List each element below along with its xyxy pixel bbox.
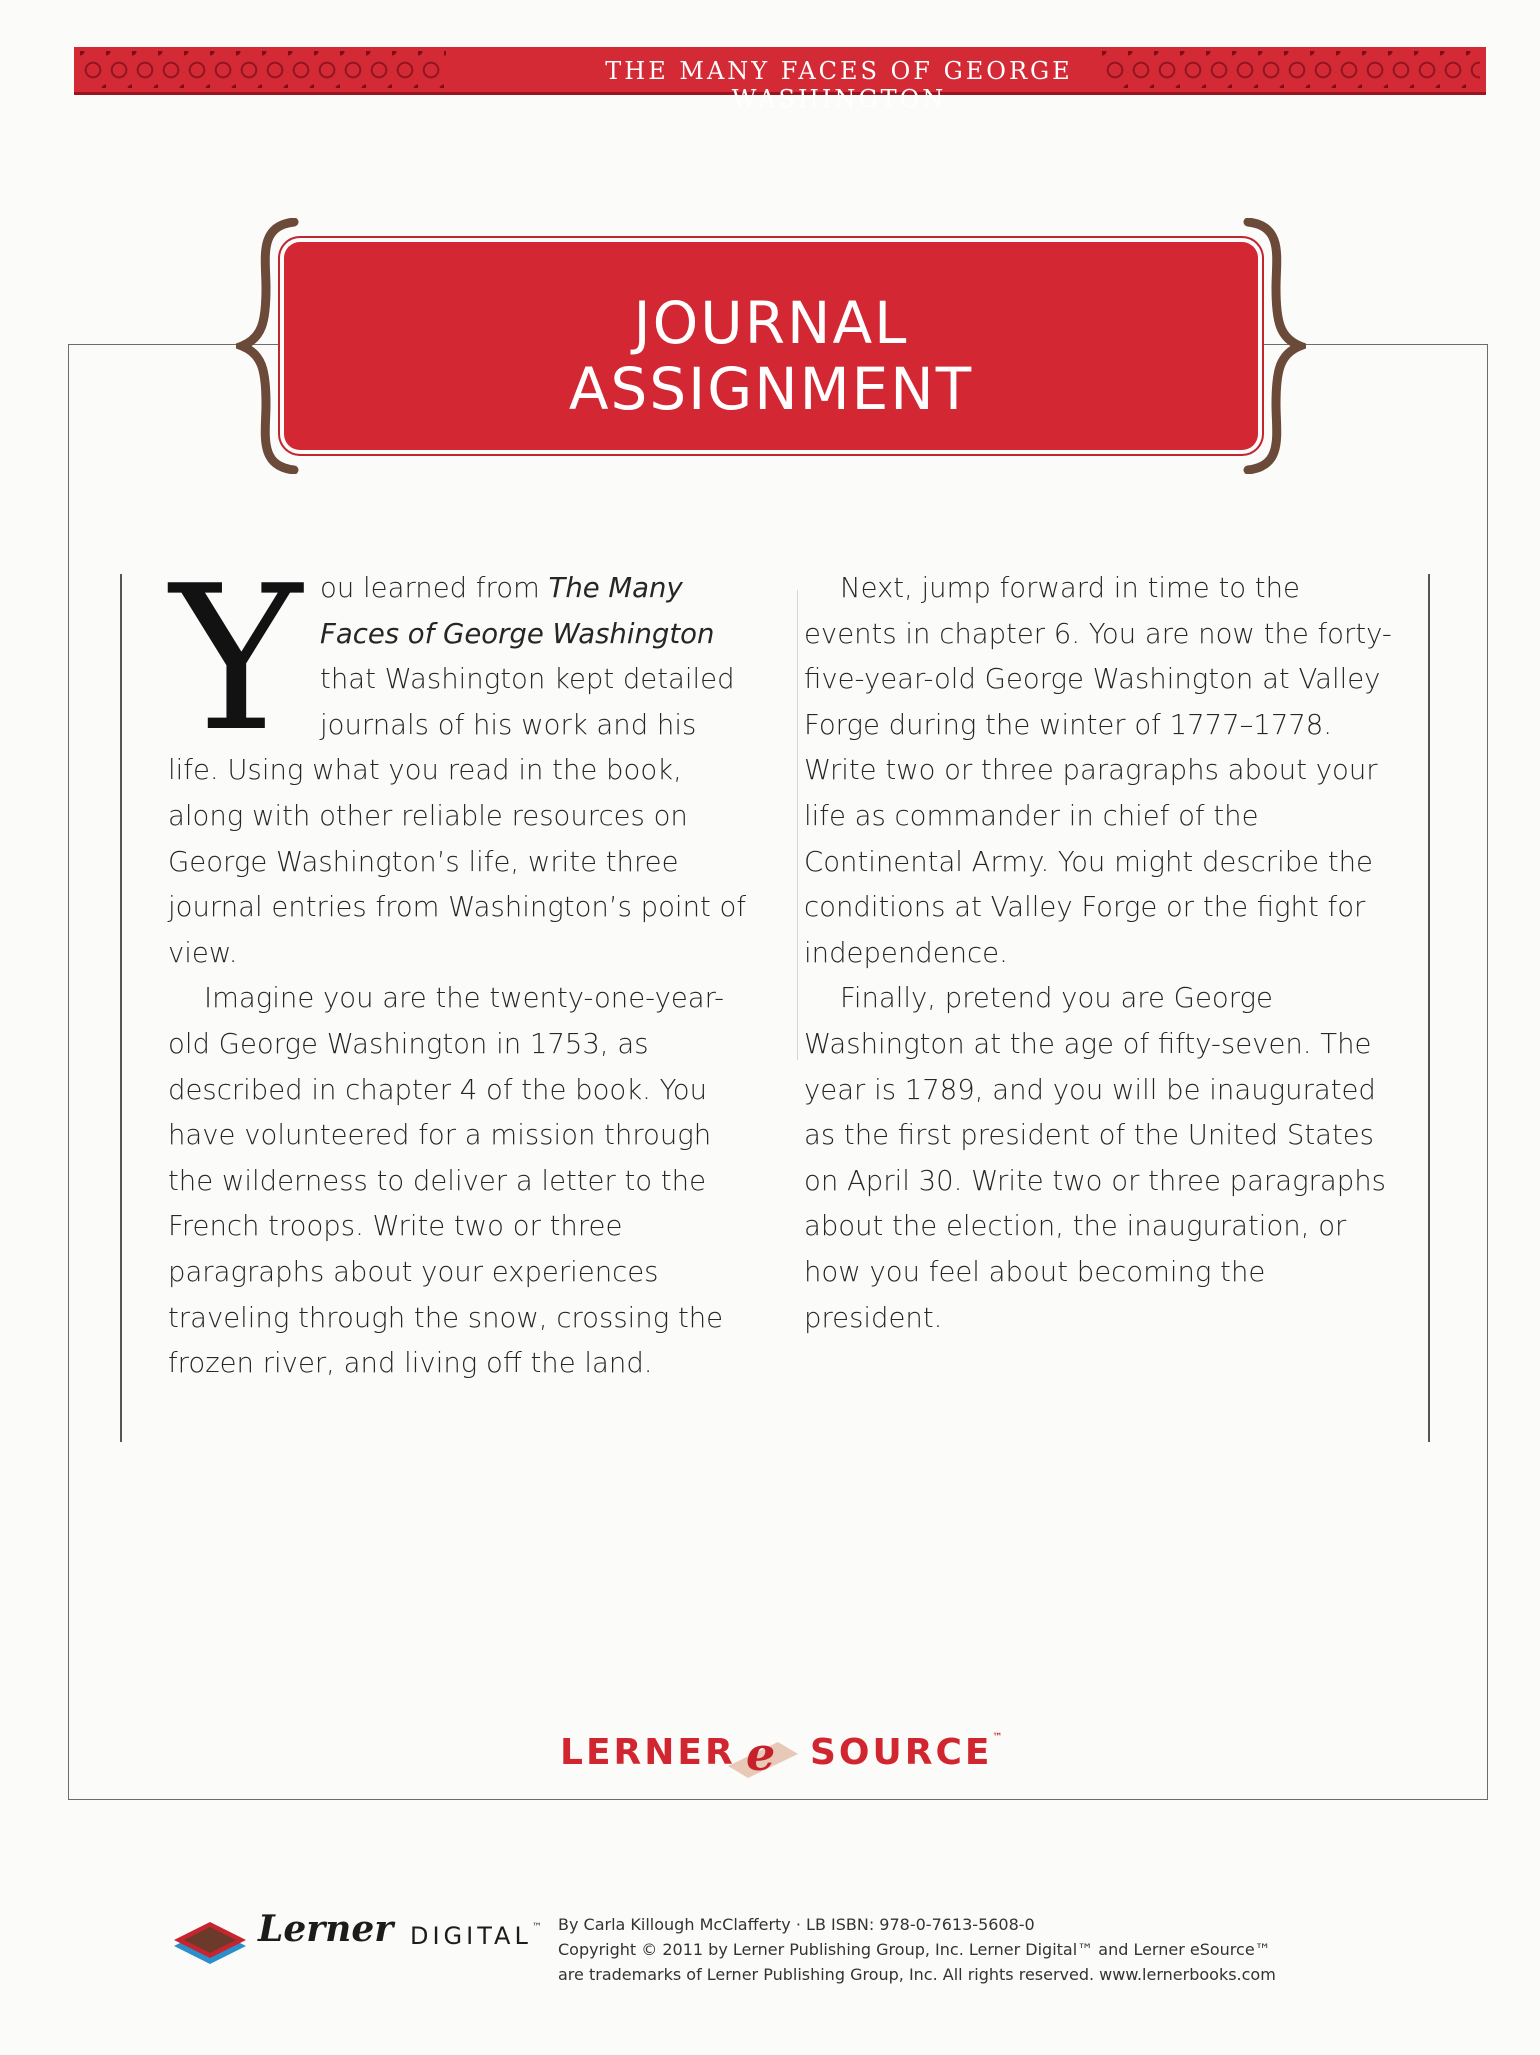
right-column-rule: [1428, 574, 1430, 1442]
esource-trademark: ™: [992, 1732, 1003, 1743]
right-text-column: [804, 566, 1394, 1341]
paragraph-entry-3: Finally, pretend you are George Washington at the age of fifty-seven. The year is 1789, and you will be inaugurated as the first president of the United States on April 30. Write two or three paragraphs about the election, the inauguration, or how you feel about becoming the president.: [804, 982, 1386, 1334]
intro-text-start: ou learned from: [320, 572, 549, 604]
copyright-credits: [558, 1912, 1438, 1987]
esource-logo-source-text: SOURCE: [810, 1732, 993, 1773]
column-divider: [797, 590, 798, 1060]
digital-wordmark: [410, 1922, 542, 1950]
heading-plaque: [236, 218, 1306, 474]
credit-line-author-isbn: By Carla Killough McClafferty · LB ISBN: 978-0-7613-5608-0: [558, 1915, 1035, 1934]
drop-cap: Y: [170, 543, 303, 776]
right-brace-ornament: [1236, 218, 1306, 474]
heading-line-2: ASSIGNMENT: [568, 355, 974, 423]
page-heading: [284, 290, 1258, 422]
credit-line-trademarks: are trademarks of Lerner Publishing Group, Inc. All rights reserved. www.lernerbooks.com: [558, 1965, 1276, 1984]
esource-logo-left-word: LERNER: [560, 1732, 736, 1773]
heading-box: [284, 242, 1258, 450]
intro-text-end: that Washington kept detailed journals of his work and his life. Using what you read in the book, along with other reliable resources on George Washington’s life, write three journal entries from Washington’s point of view.: [168, 663, 747, 969]
paragraph-intro: [168, 543, 748, 976]
esource-e-letter: e: [746, 1727, 776, 1781]
lerner-digital-diamond-icon: [168, 1914, 252, 1970]
credit-line-copyright: Copyright © 2011 by Lerner Publishing Group, Inc. Lerner Digital™ and Lerner eSource™: [558, 1940, 1271, 1959]
heading-line-1: JOURNAL: [633, 289, 909, 357]
banner-ornament-right: [1102, 51, 1480, 88]
esource-e-mark-icon: [718, 1726, 808, 1786]
paragraph-entry-2: Next, jump forward in time to the events in chapter 6. You are now the forty-five-year-old George Washington at Valley Forge during the winter of 1777–1778. Write two or three paragraphs about your life as commander in chief of the Continental Army. You might describe the conditions at Valley Forge or the fight for independence.: [804, 572, 1392, 969]
left-text-column: [168, 543, 748, 1387]
lerner-esource-logo: [560, 1726, 1003, 1786]
paragraph-entry-1: Imagine you are the twenty-one-year-old George Washington in 1753, as described in chapter 4 of the book. You have volunteered for a mission through the wilderness to deliver a letter to the French troops. Write two or three paragraphs about your experiences traveling through the snow, crossing the frozen river, and living off the land.: [168, 982, 725, 1380]
left-column-rule: [120, 574, 122, 1442]
header-banner: [74, 47, 1486, 113]
digital-trademark: ™: [531, 1922, 542, 1933]
book-title: The Many Faces of George Washington: [320, 572, 715, 650]
lerner-wordmark: Lerner: [258, 1908, 394, 1950]
digital-text: DIGITAL: [410, 1922, 532, 1950]
banner-title: THE MANY FACES OF GEORGE WASHINGTON: [605, 57, 1073, 113]
banner-ornament-left: [80, 51, 446, 88]
esource-logo-right-word: [810, 1732, 1003, 1773]
